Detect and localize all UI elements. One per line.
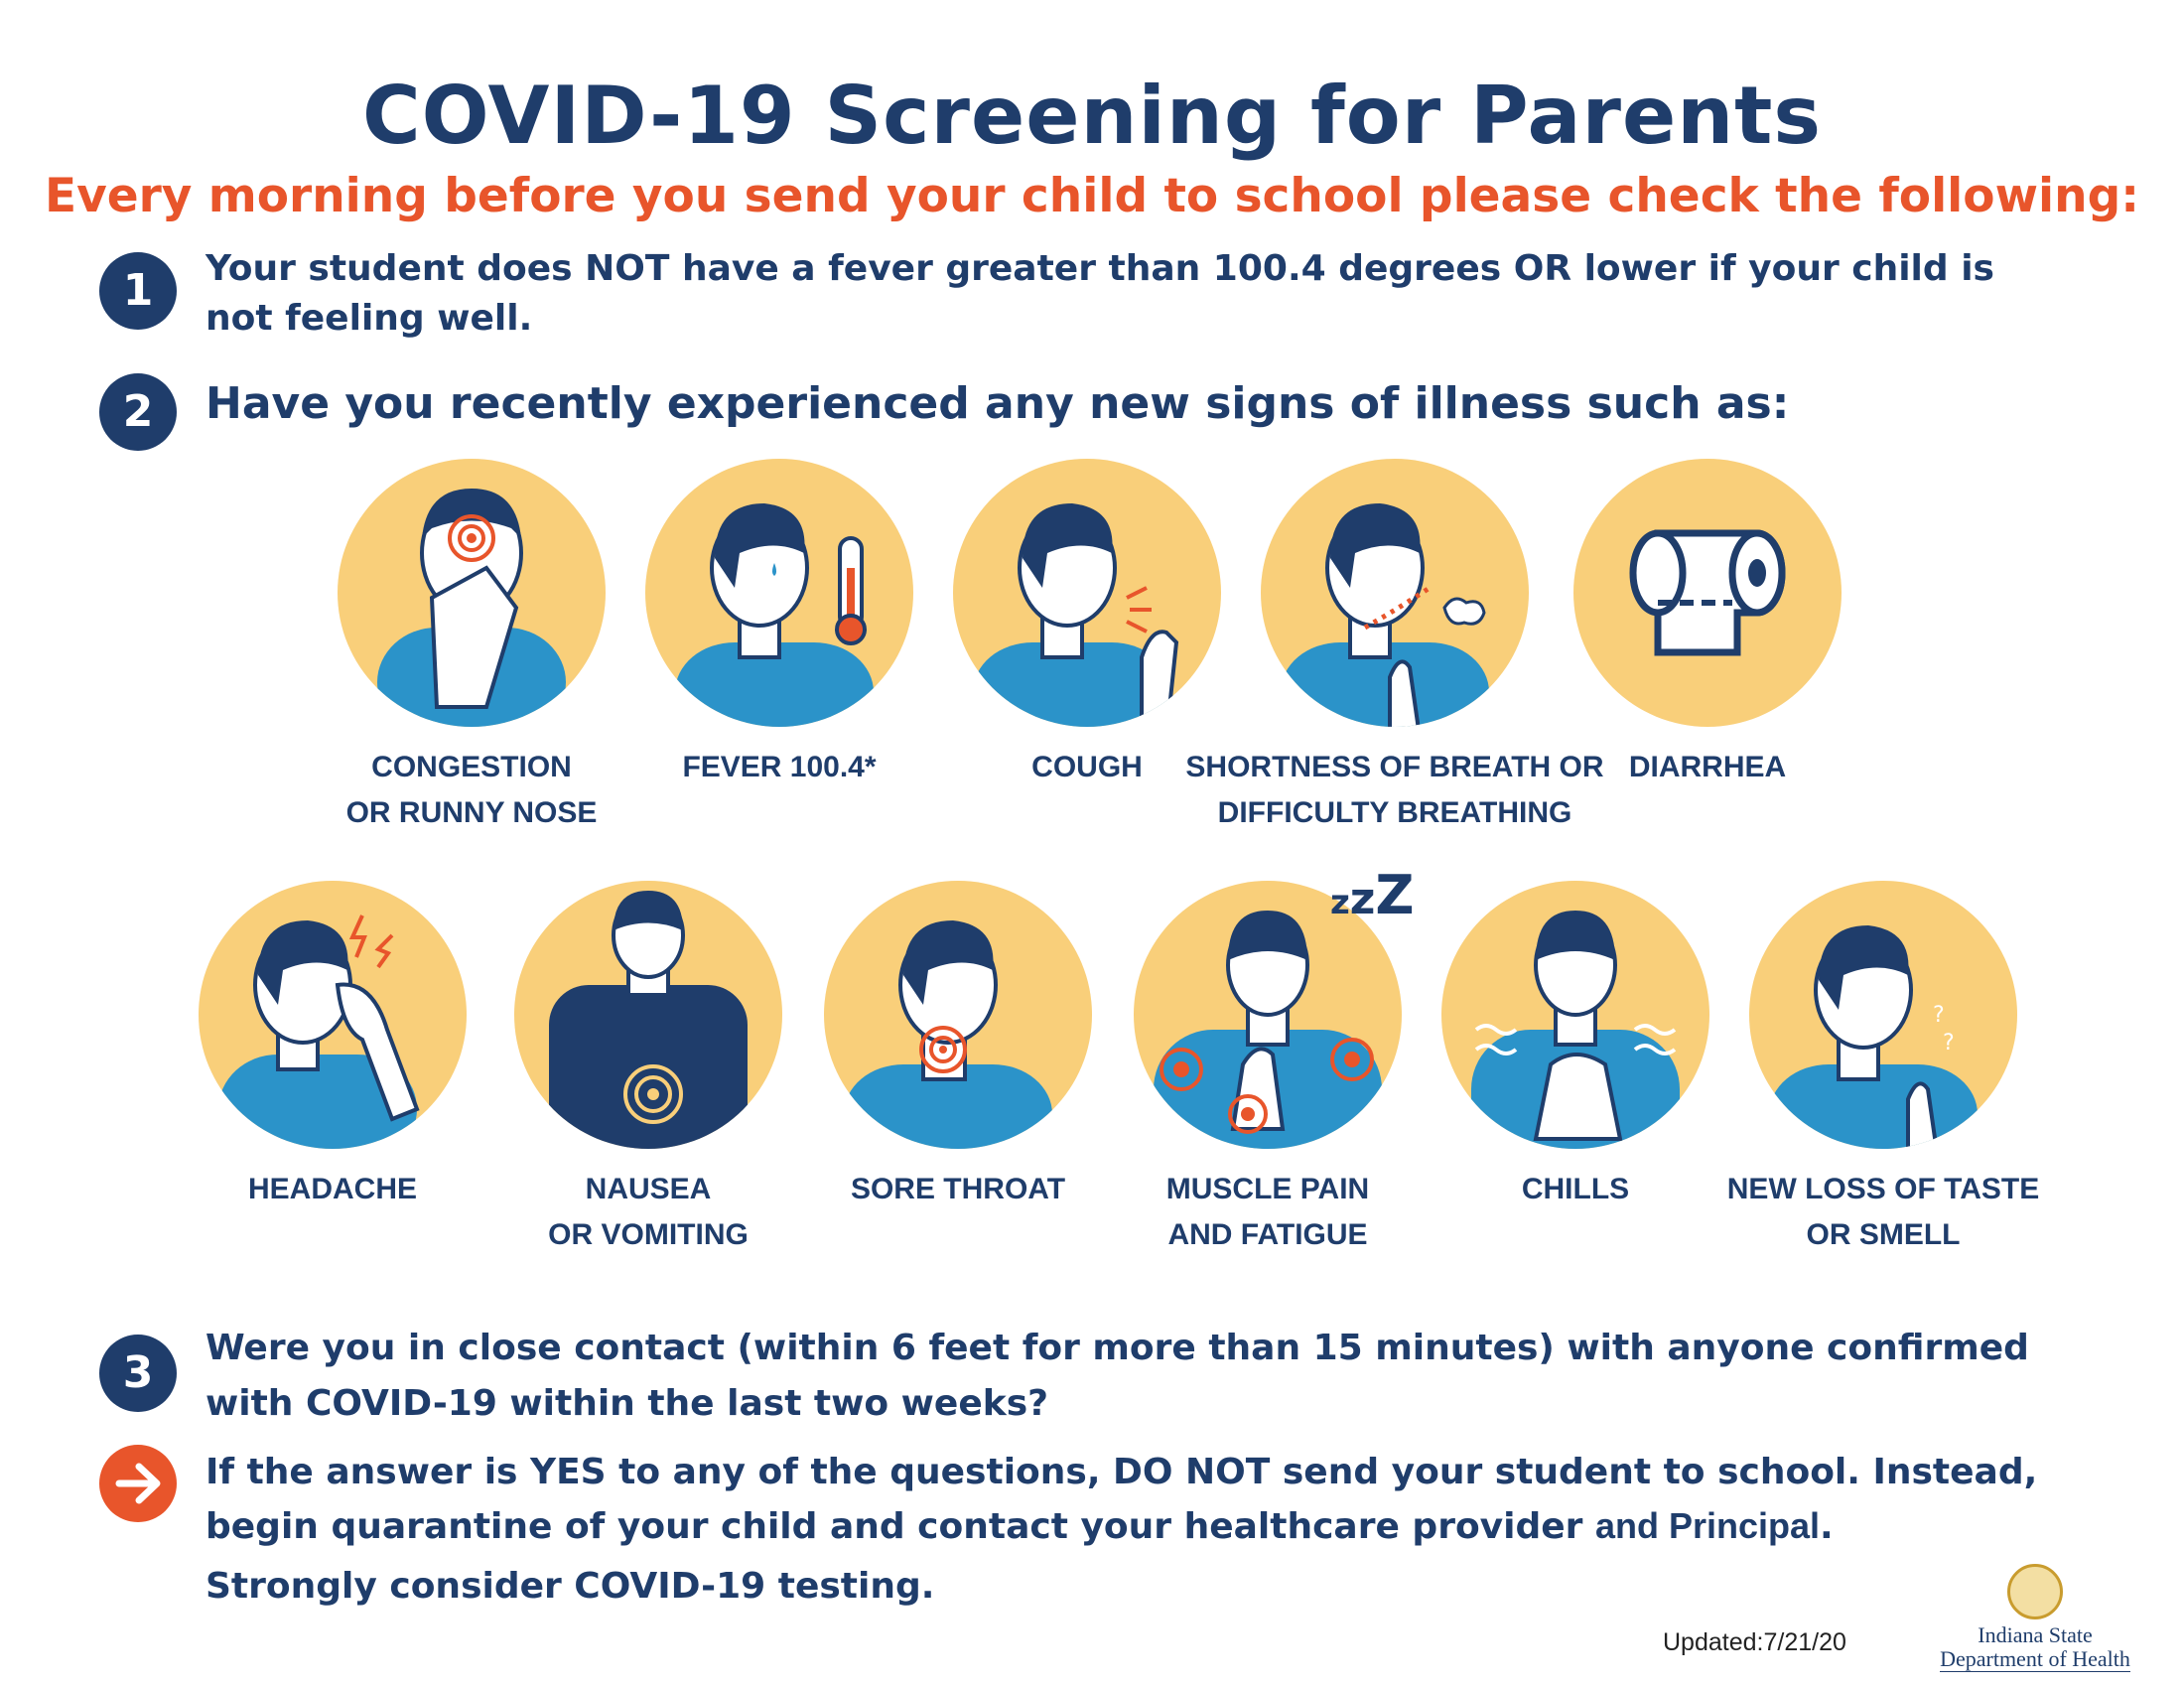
action-p2: to any of the questions, — [606, 1452, 1114, 1492]
arrow-right-icon — [99, 1445, 177, 1522]
breathing-icon — [1261, 459, 1529, 727]
symptom-label — [1479, 745, 1936, 790]
toilet-paper-icon — [1573, 459, 1842, 727]
page-subtitle: Every morning before you send your child to school please check the following: — [44, 169, 2140, 223]
headache-icon — [199, 881, 467, 1149]
label-line2: DIFFICULTY BREATHING — [1217, 796, 1572, 829]
cough-icon — [953, 459, 1221, 727]
nausea-icon — [514, 881, 782, 1149]
symptom-label — [1655, 1167, 2112, 1258]
label-line2: OR SMELL — [1806, 1218, 1961, 1251]
symptom-chills — [1436, 881, 1714, 1205]
loss-of-taste-icon — [1749, 881, 2017, 1149]
q1-part2: have a fever greater than 100.4 degrees OR lower if your child is — [669, 248, 1994, 289]
state-seal-icon — [2007, 1564, 2063, 1619]
symptom-shortness-of-breath — [1185, 459, 1604, 829]
action-line1 — [205, 1446, 2037, 1499]
action-do-not: DO NOT — [1113, 1452, 1271, 1492]
updated-date: Updated:7/21/20 — [1663, 1628, 1846, 1656]
label-line1: SHORTNESS OF BREATH OR — [1185, 751, 1604, 783]
label-line1: CONGESTION — [371, 751, 572, 783]
sore-throat-icon — [824, 881, 1092, 1149]
label-line1: COUGH — [1031, 751, 1143, 783]
symptom-diarrhea — [1569, 459, 1846, 783]
svg-text:?: ? — [1943, 1031, 1955, 1055]
question-1-text — [205, 244, 1994, 344]
label-line1: CHILLS — [1521, 1173, 1630, 1205]
symptom-nausea — [509, 881, 787, 1251]
action-line2 — [205, 1499, 2037, 1554]
q1-part1: Your student does — [205, 248, 586, 289]
symptom-fever — [640, 459, 918, 783]
q1-bold: NOT — [585, 248, 670, 289]
label-line1: NEW LOSS OF TASTE — [1726, 1173, 2040, 1205]
label-line1: SORE THROAT — [850, 1173, 1066, 1205]
sleep-z-icon: zzZ — [1330, 864, 1415, 926]
label-line2: OR RUNNY NOSE — [345, 796, 598, 829]
label-line1: NAUSEA — [585, 1173, 712, 1205]
action-line2a: begin quarantine of your child and contact your healthcare provider — [205, 1506, 1595, 1547]
action-line3: Strongly consider COVID-19 testing. — [205, 1566, 935, 1607]
q1-line2: not feeling well. — [205, 298, 533, 339]
org-logo — [1926, 1564, 2144, 1672]
svg-text:?: ? — [1933, 1003, 1945, 1028]
action-text — [205, 1446, 2037, 1614]
symptom-loss-of-taste — [1726, 881, 2040, 1251]
action-p3: send your student to school. Instead, — [1270, 1452, 2038, 1492]
step-2-badge: 2 — [99, 373, 177, 451]
label-line1: MUSCLE PAIN — [1165, 1173, 1370, 1205]
label-line2: AND FATIGUE — [1167, 1218, 1368, 1251]
step-3-badge: 3 — [99, 1335, 177, 1412]
action-principal: and Principal — [1594, 1505, 1821, 1546]
org-line1: Indiana State — [1978, 1622, 2093, 1647]
action-p1: If the answer is — [205, 1452, 530, 1492]
q3-line1: Were you in close contact (within 6 feet for more than 15 minutes) with anyone confirmed — [205, 1328, 2029, 1368]
symptom-headache — [194, 881, 472, 1205]
label-line1: DIARRHEA — [1628, 751, 1787, 783]
symptom-cough — [948, 459, 1226, 783]
label-line1: HEADACHE — [247, 1173, 417, 1205]
question-2-text: Have you recently experienced any new signs of illness such as: — [205, 378, 1790, 429]
step-1-badge: 1 — [99, 252, 177, 330]
congestion-icon — [338, 459, 606, 727]
page-title: COVID-19 Screening for Parents — [361, 70, 1823, 162]
question-3-text — [205, 1321, 2029, 1432]
org-line2: Department of Health — [1940, 1646, 2130, 1671]
action-period: . — [1820, 1506, 1834, 1547]
label-line2: OR VOMITING — [548, 1218, 749, 1251]
action-yes: YES — [530, 1452, 607, 1492]
fever-icon — [645, 459, 913, 727]
chills-icon — [1441, 881, 1709, 1149]
label-line1: FEVER 100.4* — [682, 751, 877, 783]
symptom-sore-throat — [819, 881, 1097, 1205]
q3-line2: with COVID-19 within the last two weeks? — [205, 1383, 1049, 1424]
symptom-congestion — [333, 459, 611, 829]
